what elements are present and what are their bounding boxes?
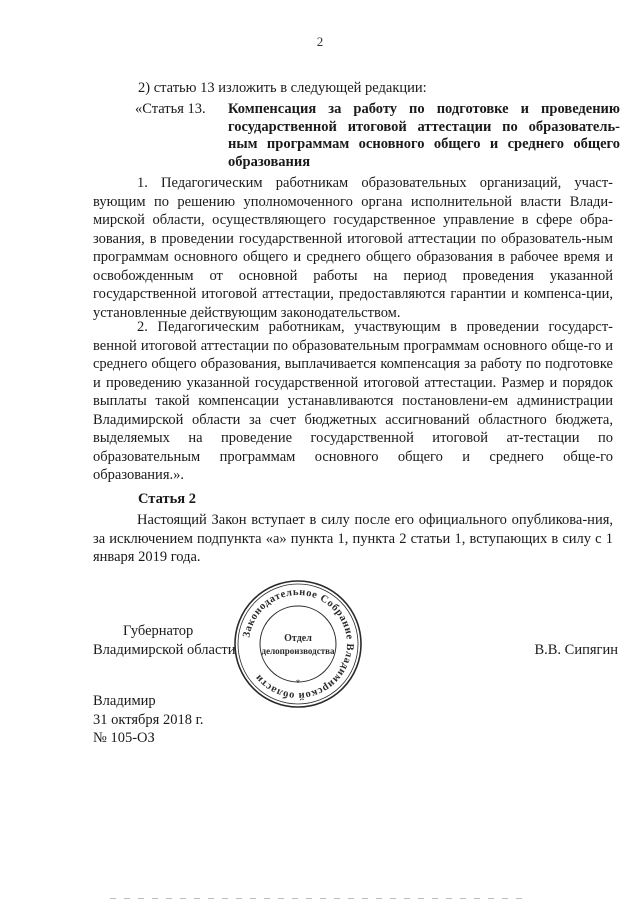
signatory-name: В.В. Сипягин: [534, 642, 618, 658]
article-13-lead: «Статья 13.: [135, 101, 206, 117]
article-13-title: Компенсация за работу по подготовке и проведению государственной итоговой аттестации по образователь-ным программам основного общего и среднего общего образования: [228, 101, 620, 170]
article-2-text: Настоящий Закон вступает в силу после его официального опубликова-ния, за исключением подпункта «а» пункта 1, пункта 2 статьи 1, вступающих в силу с 1 января 2019 года.: [93, 512, 613, 565]
stamp-inner-line-2: делопроизводства: [261, 646, 335, 656]
article-2-heading: Статья 2: [138, 491, 196, 507]
official-stamp-seal: [232, 578, 364, 710]
law-number: № 105-ОЗ: [93, 730, 155, 746]
signing-date: 31 октября 2018 г.: [93, 711, 204, 728]
city: Владимир: [93, 693, 156, 709]
star-icon: *: [295, 678, 301, 688]
place-date-block: [93, 692, 204, 748]
article-13-paragraph-2: 2. Педагогическим работникам, участвующим в проведении государст-венной итоговой аттестации по образовательным программам основного обще-го и среднего общего образования, выплачивается компенсация за работу по подготовке и проведению указанной государственной итоговой аттестации. Размер и порядок выплаты такой компенсации устанавливаются постановлени-ем администрации Владимирской области за счет бюджетных ассигнований областного бюджета, выделяемых на проведение государственной итоговой ат-тестации по образовательным программам основного общего и среднего обще-го образования.».: [93, 319, 613, 483]
stamp-inner-line-1: Отдел: [284, 633, 312, 644]
amendment-intro: 2) статью 13 изложить в следующей редакции:: [138, 80, 427, 96]
scan-artifact-line: [110, 898, 530, 899]
stamp-outer-text: Законодательное Собрание Владимирской области: [241, 586, 356, 702]
signatory-title-line-1: Губернатор: [123, 623, 194, 639]
signatory-title-line-2: Владимирской области: [93, 642, 236, 658]
page-number: 2: [316, 34, 324, 49]
article-13-paragraph-1: 1. Педагогическим работникам образовательных организаций, участ-вующим по решению уполномоченного органа исполнительной власти Влади-мирской области, осуществляющего государственное управление в сфере обра-зования, в проведении государственной итоговой аттестации по образователь-ным программам основного общего и среднего общего образования в рабочее время и освобожденным от основной работы на период проведения указанной государственной итоговой аттестации, предоставляются гарантии и компенса-ции, установленные действующим законодательством.: [93, 175, 613, 321]
